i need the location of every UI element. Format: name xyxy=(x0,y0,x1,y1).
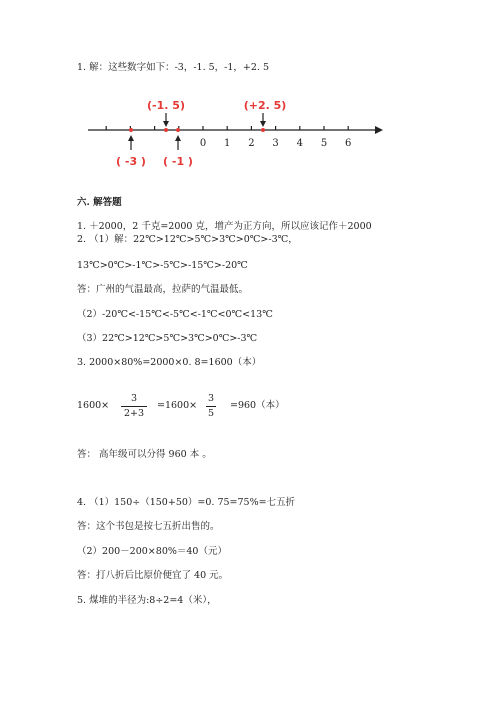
tick-label: 6 xyxy=(345,138,352,149)
answer-line: 1. ＋2000，2 千克=2000 克，增产为正方向，所以应该记作＋2000 xyxy=(77,221,372,232)
fraction-suffix: =960（本） xyxy=(230,400,285,411)
fraction-1-denominator: 2+3 xyxy=(123,408,145,419)
answer-line: 4. （1）150÷（150+50）=0. 75=75%=七五折 xyxy=(77,497,296,508)
fraction-2 xyxy=(206,393,216,420)
fraction-2-numerator: 3 xyxy=(207,393,215,404)
fraction-2-bar xyxy=(206,406,216,407)
answer-line: （3）22℃>12℃>5℃>3℃>0℃>-3℃ xyxy=(77,333,258,344)
point-minus-1-5 xyxy=(164,128,168,132)
answer-line: 答：广州的气温最高，拉萨的气温最低。 xyxy=(77,284,249,295)
answer-line: （2）200－200×80%＝40（元） xyxy=(77,546,227,557)
fraction-1-numerator: 3 xyxy=(130,393,138,404)
label-plus-2-5: (+2. 5) xyxy=(243,99,287,112)
tick-label: 1 xyxy=(224,138,231,149)
tick-label: 4 xyxy=(296,138,303,149)
answer-line: 3. 2000×80%=2000×0. 8=1600（本） xyxy=(77,357,262,368)
answer-line: 13℃>0℃>-1℃>-5℃>-15℃>-20℃ xyxy=(77,260,248,271)
label-minus-3: ( -3 ) xyxy=(116,155,146,168)
answer-line: 5. 煤堆的半径为:8÷2=4（米）， xyxy=(77,595,217,606)
answer-line: 2. （1）解：22℃>12℃>5℃>3℃>0℃>-3℃， xyxy=(77,234,298,245)
arrow-down-head-icon xyxy=(260,121,266,127)
tick-label: 5 xyxy=(320,138,328,149)
label-minus-1: ( -1 ) xyxy=(163,155,193,168)
q1-answer: 1. 解：这些数字如下：-3，-1. 5，-1，+2. 5 xyxy=(77,62,270,73)
arrow-head-icon xyxy=(375,126,383,134)
tick-labels xyxy=(200,138,352,149)
fraction-1 xyxy=(121,393,147,420)
section-title: 六. 解答题 xyxy=(77,197,122,208)
fraction-2-denominator: 5 xyxy=(207,408,215,419)
answer-line: 答：打八折后比原价便宜了 40 元。 xyxy=(77,570,229,581)
tick-label: 0 xyxy=(199,138,207,149)
point-minus-1 xyxy=(176,128,180,132)
fraction-mid: =1600× xyxy=(157,400,198,411)
number-line xyxy=(0,90,500,180)
tick-label: 2 xyxy=(248,138,255,149)
arrow-up-head-icon xyxy=(175,135,181,141)
answer-line: 答： 高年级可以分得 960 本 。 xyxy=(77,449,212,460)
point-plus-2-5 xyxy=(261,128,265,132)
arrow-up-head-icon xyxy=(128,135,134,141)
fraction-prefix: 1600× xyxy=(77,400,110,411)
point-minus-3 xyxy=(129,128,133,132)
answer-line: （2）-20℃<-15℃<-5℃<-1℃<0℃<13℃ xyxy=(77,309,273,320)
arrow-down-head-icon xyxy=(163,121,169,127)
answer-line: 答：这个书包是按七五折出售的。 xyxy=(77,521,220,532)
label-minus-1-5: (-1. 5) xyxy=(147,99,185,112)
tick-label: 3 xyxy=(272,138,279,149)
fraction-1-bar xyxy=(121,406,147,407)
